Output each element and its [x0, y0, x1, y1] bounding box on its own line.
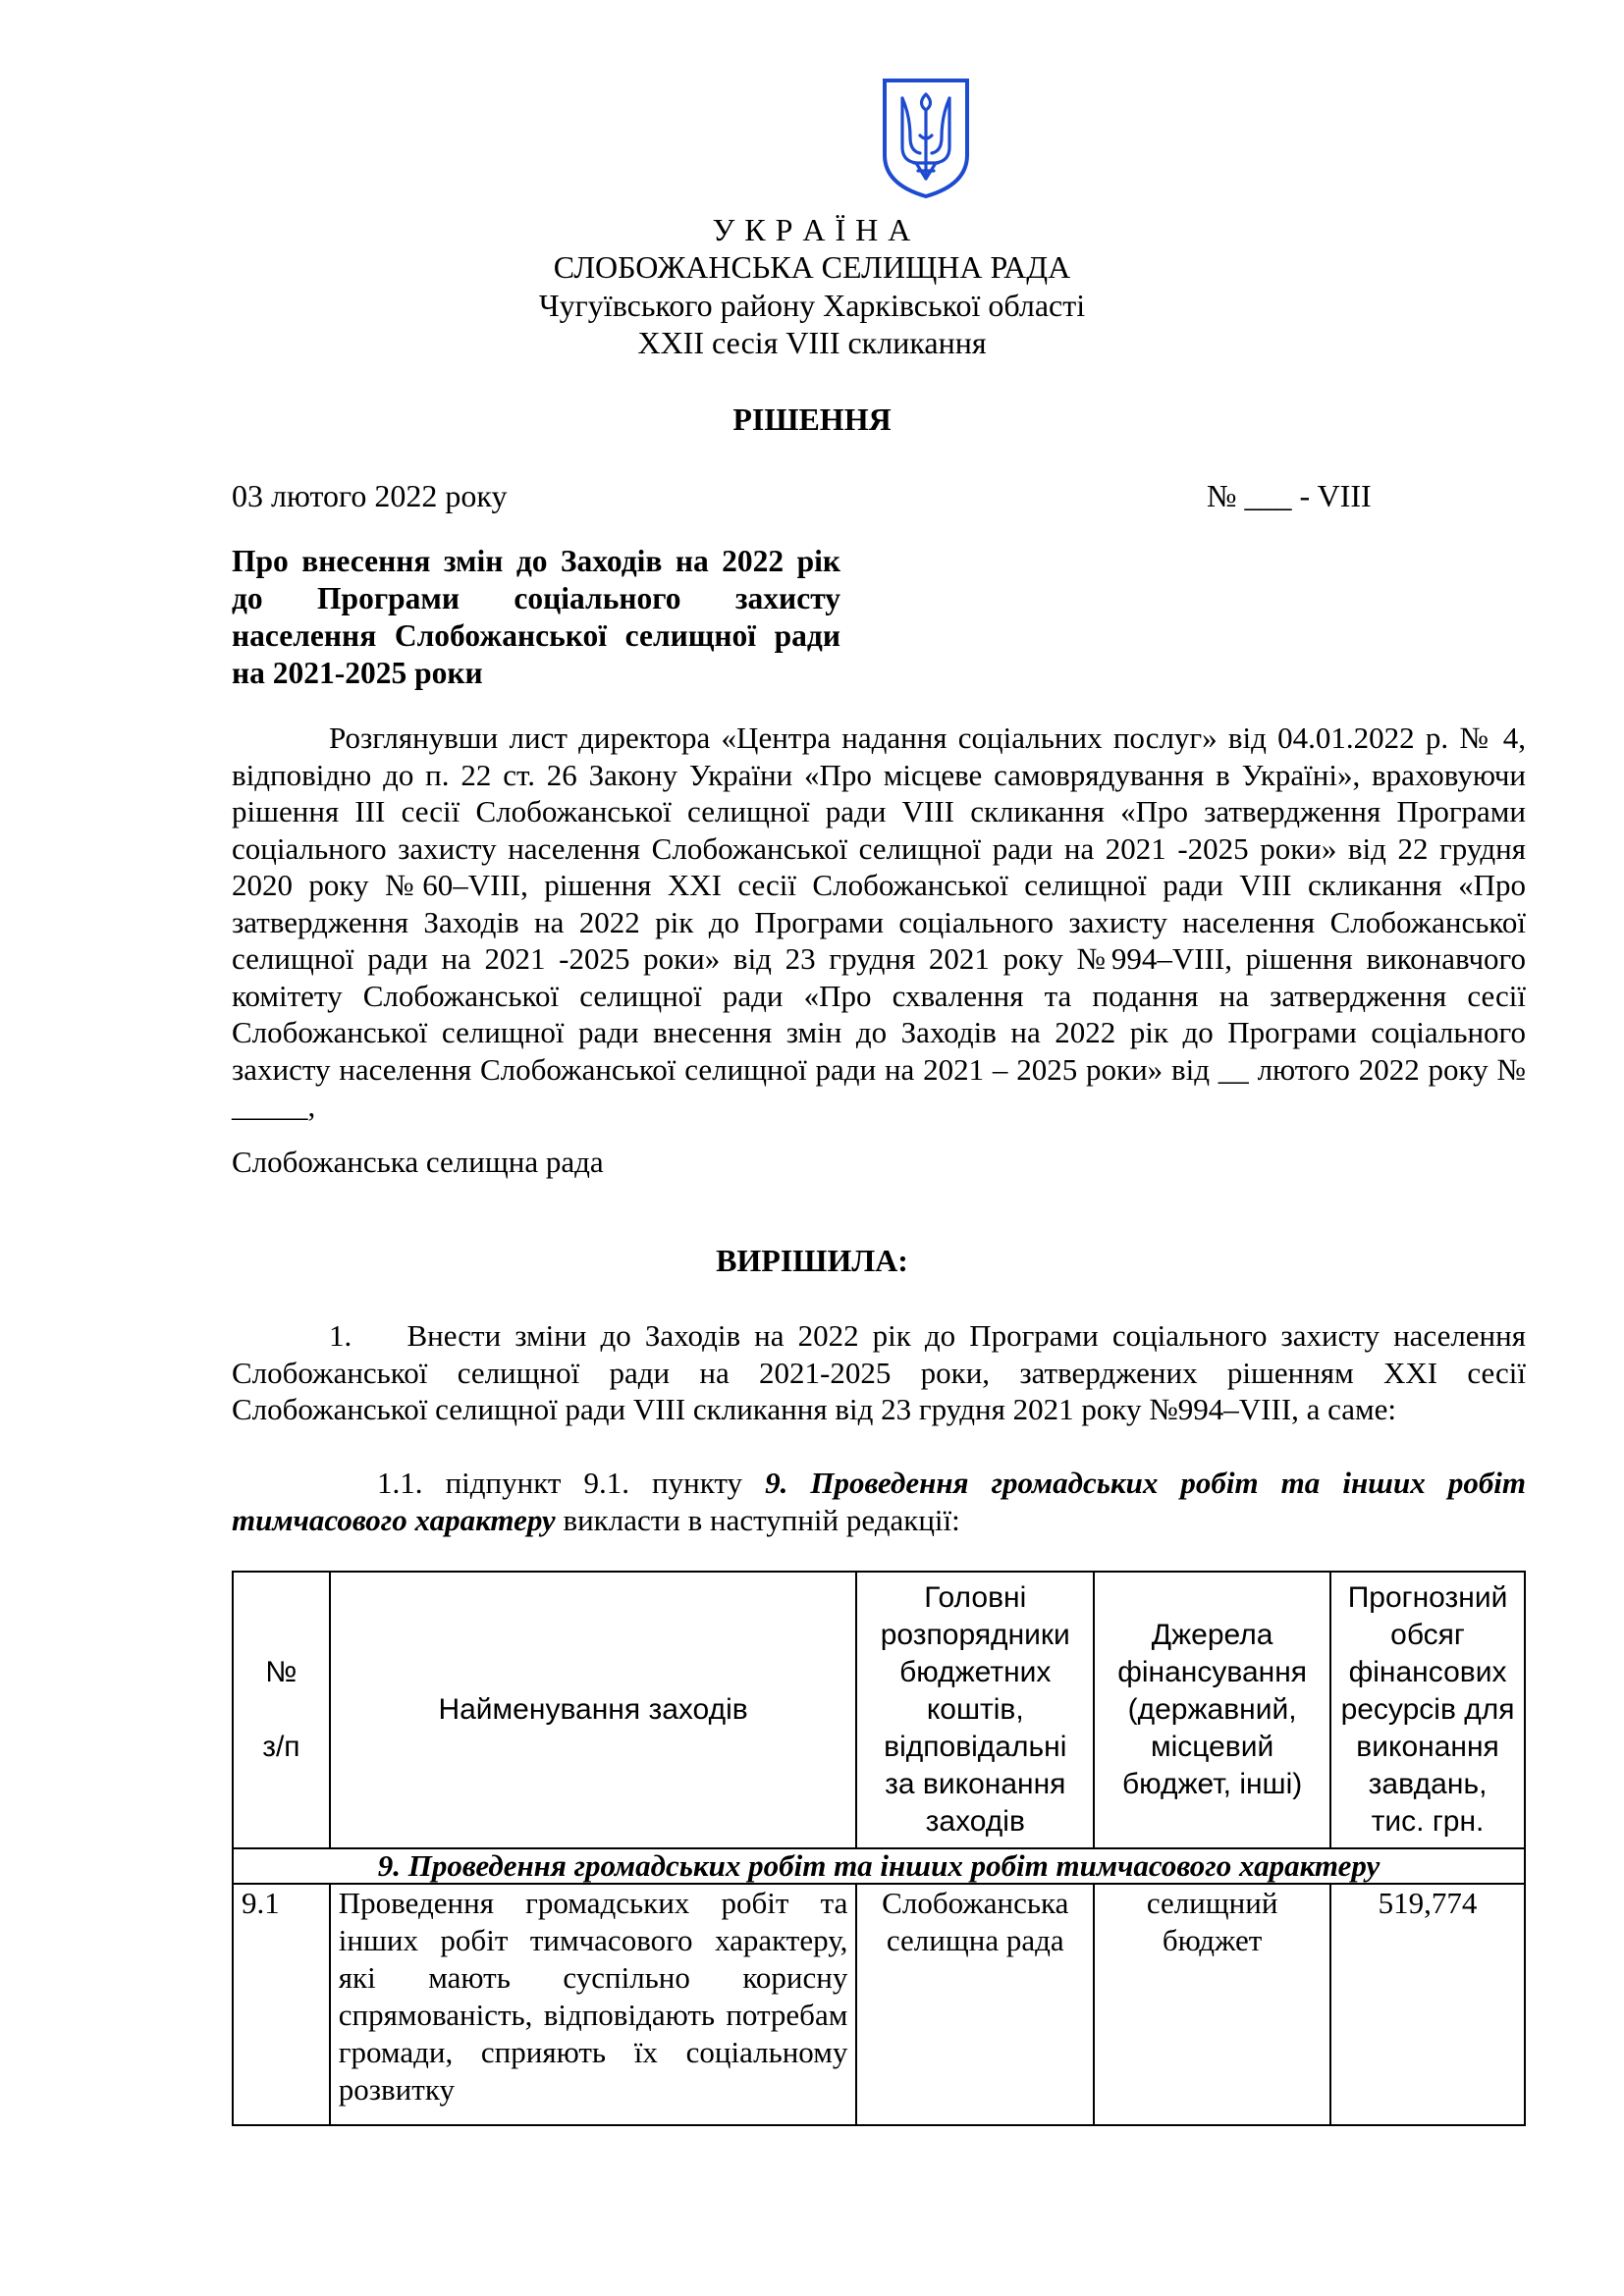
decision-date: 03 лютого 2022 року	[232, 478, 508, 513]
header-number: № з/п	[233, 1572, 330, 1848]
item-1-1-text	[232, 1465, 1526, 1538]
header-forecast-volume: Прогнозний обсяг фінансових ресурсів для виконання завдань, тис. грн.	[1330, 1572, 1525, 1848]
document-type: РІШЕННЯ	[732, 401, 892, 437]
header-managers: Головні розпорядники бюджетних коштів, відповідальні за виконання заходів	[856, 1572, 1094, 1848]
table-row	[233, 1884, 1525, 2125]
coat-of-arms-icon	[881, 77, 971, 200]
preamble-ending: Слобожанська селищна рада	[232, 1145, 604, 1179]
row-measure-name: Проведення громадських робіт та інших робіт тимчасового характеру, які мають суспільно корисну спрямованість, відповідають потребам громади, сприяють їх соціальному розвитку	[330, 1884, 857, 2125]
session-name: XXII сесія VIII скликання	[637, 325, 987, 360]
item-1-text: 1. Внести зміни до Заходів на 2022 рік до Програми соціального захисту населення Слобожанської селищної ради на 2021-2025 роки, затверджених рішенням ХХІ сесії Слобожанської селищної ради VIII скликання від 23 грудня 2021 року №994–VIII, а саме:	[232, 1318, 1526, 1426]
row-volume: 519,774	[1330, 1884, 1525, 2125]
item-1-1-prefix: 1.1. підпункт 9.1. пункту	[377, 1466, 766, 1500]
measures-table	[232, 1571, 1526, 2126]
decision-number: № ___ - VIII	[1207, 478, 1372, 513]
row-manager: Слобожанська селищна рада	[856, 1884, 1094, 2125]
country-name: У К Р А Ї Н А	[712, 212, 912, 247]
table-section-heading: 9. Проведення громадських робіт та інших робіт тимчасового характеру	[233, 1848, 1525, 1884]
header-measure-name: Найменування заходів	[330, 1572, 857, 1848]
row-number: 9.1	[233, 1884, 330, 2125]
header-funding-sources: Джерела фінансування (державний, місцевий бюджет, інші)	[1094, 1572, 1330, 1848]
council-name: СЛОБОЖАНСЬКА СЕЛИЩНА РАДА	[553, 249, 1071, 285]
preamble-text: Розглянувши лист директора «Центра надання соціальних послуг» від 04.01.2022 р. № 4, відповідно до п. 22 ст. 26 Закону України «Про місцеве самоврядування в Україні», враховуючи рішення ІІІ сесії Слобожанської селищної ради VIII скликання «Про затвердження Програми соціального захисту населення Слобожанської селищної ради на 2021 -2025 роки» від 22 грудня 2020 року №60–VIII, рішення ХХІ сесії Слобожанської селищної ради VIII скликання «Про затвердження Заходів на 2022 рік до Програми соціального захисту населення Слобожанської селищної ради на 2021 -2025 роки» від 23 грудня 2021 року №994–VIII, рішення виконавчого комітету Слобожанської селищної ради «Про схвалення та подання на затвердження сесії Слобожанської селищної ради внесення змін до Заходів на 2022 рік до Програми соціального захисту населення Слобожанської селищної ради на 2021 – 2025 роки» від __ лютого 2022 року № _____,	[232, 721, 1526, 1123]
item-1-1-suffix: викласти в наступній редакції:	[555, 1502, 960, 1537]
resolved-heading: ВИРІШИЛА:	[716, 1243, 908, 1278]
district-name: Чугуївського району Харківської області	[538, 288, 1086, 323]
row-funding-source: селищний бюджет	[1094, 1884, 1330, 2125]
decision-subject: Про внесення змін до Заходів на 2022 рік до Програми соціального захисту населення Слобожанської селищної ради на 2021-2025 роки	[232, 544, 840, 690]
item-1-1-emphasis: 9. Проведення громадських робіт та інших робіт тимчасового характеру	[232, 1466, 1527, 1537]
